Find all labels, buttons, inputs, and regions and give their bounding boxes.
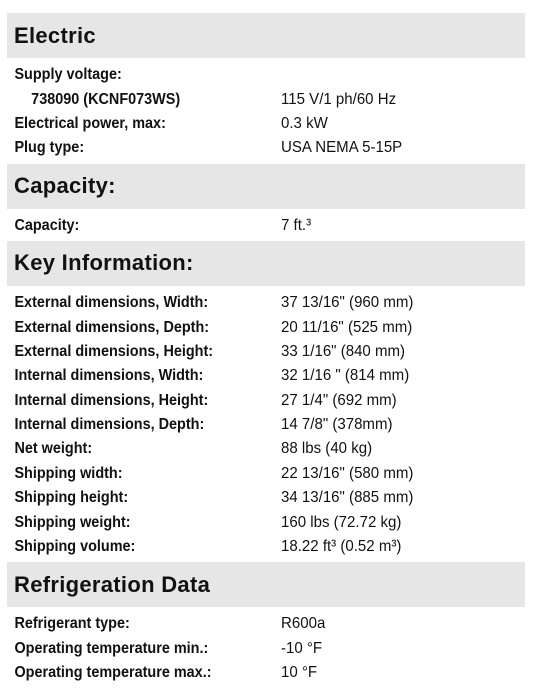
spec-value: R600a xyxy=(281,615,326,633)
spec-label: Shipping width: xyxy=(14,464,123,482)
spec-value: 0.3 kW xyxy=(281,114,328,132)
spec-list xyxy=(7,286,525,562)
spec-label: Capacity: xyxy=(14,216,80,234)
spec-row xyxy=(7,87,525,111)
spec-value: 32 1/16 " (814 mm) xyxy=(281,367,410,385)
spec-label: Internal dimensions, Width: xyxy=(14,367,204,385)
spec-row xyxy=(7,214,525,238)
spec-value: 27 1/4" (692 mm) xyxy=(281,391,397,409)
spec-value: 88 lbs (40 kg) xyxy=(281,440,373,458)
spec-label: Plug type: xyxy=(14,139,85,157)
spec-label: Electrical power, max: xyxy=(14,114,166,132)
spec-row xyxy=(7,389,525,413)
spec-row xyxy=(7,136,525,160)
section-title: Key Information: xyxy=(7,241,525,286)
spec-label: External dimensions, Depth: xyxy=(14,318,210,336)
spec-value: -10 °F xyxy=(281,639,323,657)
section-key-information xyxy=(7,241,525,562)
spec-row xyxy=(7,637,525,661)
spec-row xyxy=(7,486,525,510)
spec-list xyxy=(7,58,525,164)
section-title: Capacity: xyxy=(7,164,525,209)
spec-row xyxy=(7,462,525,486)
spec-label: Internal dimensions, Depth: xyxy=(14,416,205,434)
spec-value: 160 lbs (72.72 kg) xyxy=(281,513,402,531)
spec-row xyxy=(7,112,525,136)
spec-label: Refrigerant type: xyxy=(14,615,130,633)
spec-value: 18.22 ft³ (0.52 m³) xyxy=(281,538,402,556)
spec-list xyxy=(7,209,525,241)
spec-label: Internal dimensions, Height: xyxy=(14,391,209,409)
spec-row xyxy=(7,661,525,685)
spec-row xyxy=(7,315,525,339)
spec-label: Shipping weight: xyxy=(14,513,131,531)
spec-label: Operating temperature min.: xyxy=(14,639,209,657)
spec-value: 33 1/16" (840 mm) xyxy=(281,342,406,360)
spec-row xyxy=(7,63,525,87)
section-capacity xyxy=(7,164,525,241)
spec-label: Net weight: xyxy=(14,440,93,458)
spec-row xyxy=(7,291,525,315)
spec-value: 7 ft.³ xyxy=(281,216,312,234)
spec-row xyxy=(7,364,525,388)
spec-row xyxy=(7,510,525,534)
section-electric xyxy=(7,13,525,164)
spec-label: Shipping height: xyxy=(14,489,129,507)
spec-row xyxy=(7,612,525,636)
spec-value: USA NEMA 5-15P xyxy=(281,139,403,157)
spec-value: 115 V/1 ph/60 Hz xyxy=(281,90,397,108)
spec-value: 22 13/16" (580 mm) xyxy=(281,464,414,482)
spec-row xyxy=(7,535,525,559)
section-refrigeration-data xyxy=(7,562,525,688)
spec-label: Operating temperature max.: xyxy=(14,664,212,682)
spec-sheet xyxy=(7,13,525,688)
spec-value: 37 13/16" (960 mm) xyxy=(281,294,414,312)
spec-row xyxy=(7,340,525,364)
section-title: Refrigeration Data xyxy=(7,562,525,607)
spec-value: 34 13/16" (885 mm) xyxy=(281,489,414,507)
spec-value: 20 11/16" (525 mm) xyxy=(281,318,413,336)
spec-row xyxy=(7,413,525,437)
spec-label: Supply voltage: xyxy=(14,66,122,84)
spec-value: 10 °F xyxy=(281,664,318,682)
spec-label: External dimensions, Width: xyxy=(14,294,209,312)
spec-label: 738090 (KCNF073WS) xyxy=(31,90,181,108)
spec-value: 14 7/8" (378mm) xyxy=(281,416,393,434)
spec-list xyxy=(7,607,525,688)
section-title: Electric xyxy=(7,13,525,58)
spec-label: Shipping volume: xyxy=(14,538,136,556)
spec-label: External dimensions, Height: xyxy=(14,342,214,360)
spec-row xyxy=(7,437,525,461)
